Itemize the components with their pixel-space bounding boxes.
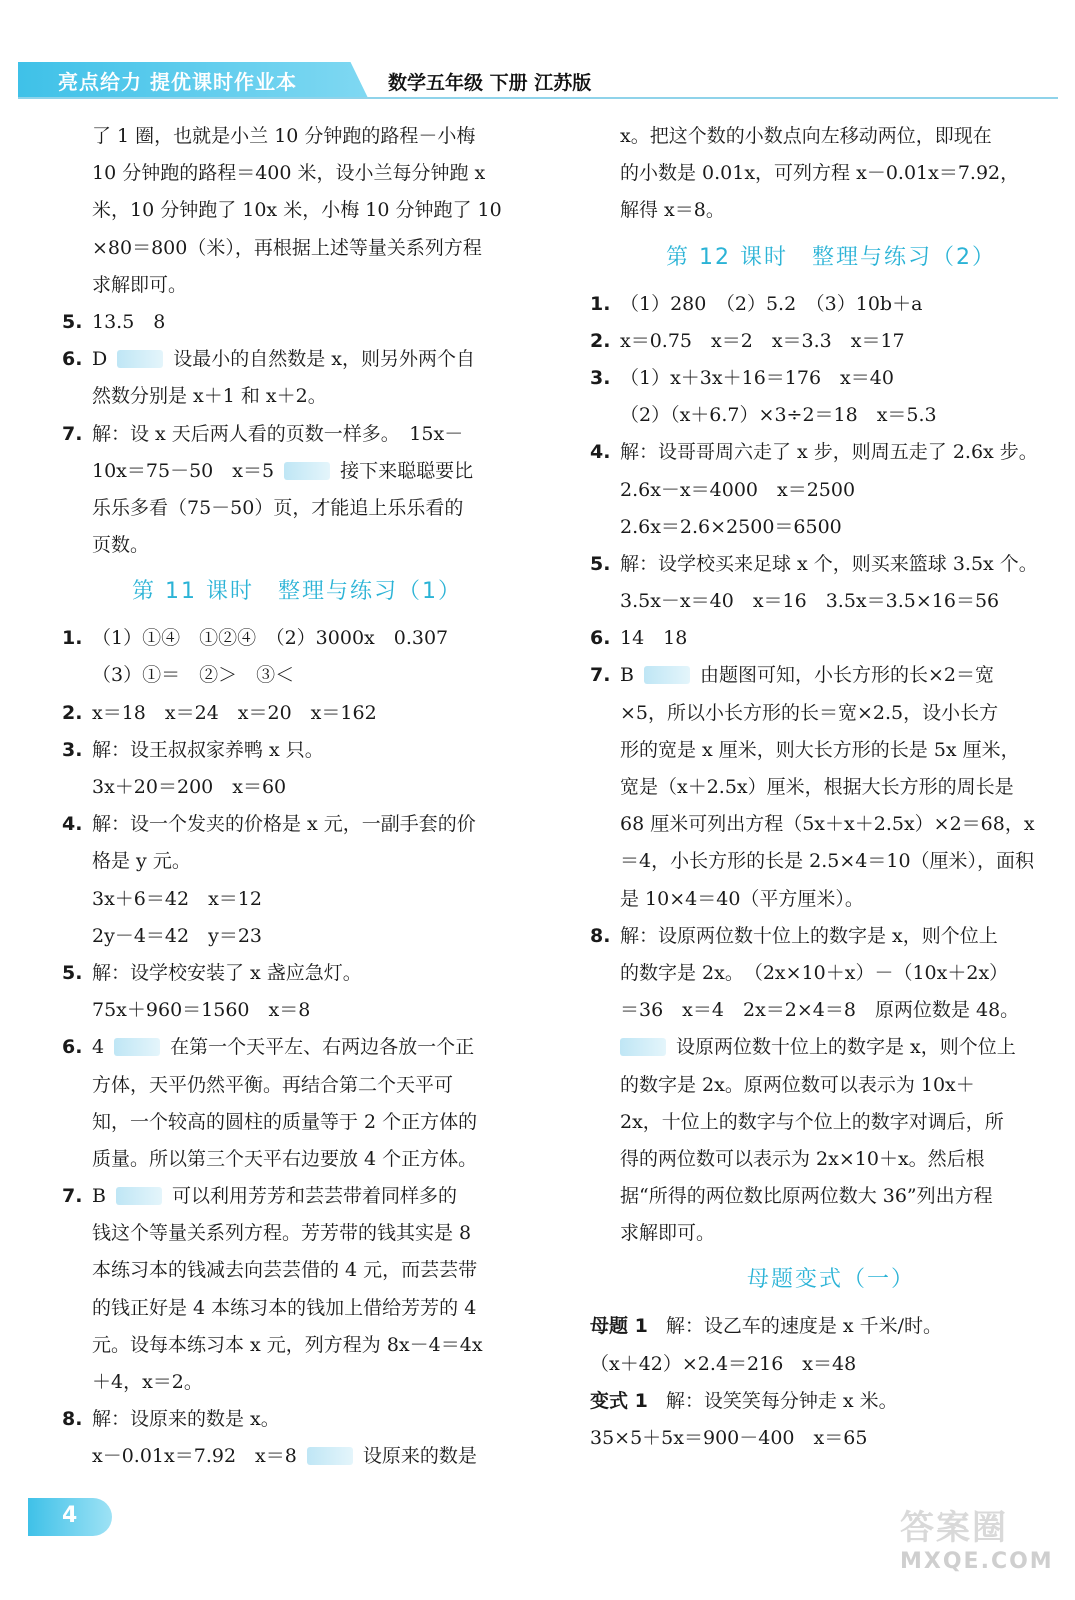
text-line: 75x＋960＝1560 x＝8 bbox=[92, 999, 311, 1022]
answer-text: D bbox=[92, 348, 108, 371]
answer-item bbox=[62, 732, 532, 769]
answer-item bbox=[590, 286, 1072, 323]
text-line: ＝36 x＝4 2x＝2×4＝8 原两位数是 48。 bbox=[620, 999, 1020, 1022]
answer-item bbox=[590, 360, 1072, 397]
watermark-top: 答案圈 bbox=[900, 1508, 1008, 1548]
answer-item bbox=[590, 1308, 1072, 1345]
answer-item bbox=[62, 806, 532, 843]
header-divider bbox=[18, 97, 1058, 99]
answer-item bbox=[62, 620, 532, 657]
left-column bbox=[62, 118, 532, 1476]
item-number: 7. bbox=[62, 1185, 83, 1208]
answer-text: x＝0.75 x＝2 x＝3.3 x＝17 bbox=[620, 329, 905, 352]
analysis-badge-icon bbox=[644, 666, 690, 684]
answer-text: 解：设一个发夹的价格是 x 元，一副手套的价 bbox=[92, 813, 476, 836]
text-line: 的小数是 0.01x，可列方程 x－0.01x＝7.92， bbox=[620, 162, 1020, 185]
answer-text: 解：设学校买来足球 x 个，则买来篮球 3.5x 个。 bbox=[620, 552, 1038, 575]
answer-item bbox=[590, 620, 1072, 657]
answer-item bbox=[590, 657, 1072, 694]
analysis-text: 设原来的数是 bbox=[362, 1445, 477, 1468]
item-number: 6. bbox=[62, 348, 83, 371]
text-line: 解得 x＝8。 bbox=[620, 199, 725, 222]
text-line: ＋4，x＝2。 bbox=[92, 1371, 203, 1393]
answer-text: 解：设王叔叔家养鸭 x 只。 bbox=[92, 738, 324, 761]
item-number: 5. bbox=[62, 310, 83, 333]
text-line: 宽是（x＋2.5x）厘米，根据大长方形的周长是 bbox=[620, 776, 1014, 798]
problem-label: 母题 1 bbox=[590, 1315, 648, 1338]
text-line: 求解即可。 bbox=[620, 1222, 716, 1245]
answer-item bbox=[590, 546, 1072, 583]
answer-item bbox=[590, 1383, 1072, 1420]
answer-text: B bbox=[92, 1185, 106, 1208]
text-line: 2y－4＝42 y＝23 bbox=[92, 924, 262, 947]
analysis-badge-icon bbox=[116, 1187, 162, 1205]
text-line: 米，10 分钟跑了 10x 米，小梅 10 分钟跑了 10 bbox=[92, 199, 502, 222]
text-line: 3x＋6＝42 x＝12 bbox=[92, 887, 262, 910]
answer-text: B bbox=[620, 664, 634, 687]
analysis-text: 接下来聪聪要比 bbox=[340, 459, 474, 482]
answer-text: 14 18 bbox=[620, 627, 688, 650]
analysis-badge-icon bbox=[307, 1447, 353, 1465]
text-line: 页数。 bbox=[92, 534, 150, 557]
text-line: 3.5x－x＝40 x＝16 3.5x＝3.5×16＝56 bbox=[620, 590, 1000, 613]
text-line: 得的两位数可以表示为 2x×10＋x。然后根 bbox=[620, 1147, 985, 1170]
answer-text: （1）280 （2）5.2 （3）10b＋a bbox=[620, 292, 923, 315]
right-column bbox=[590, 118, 1072, 1457]
answer-text: x＝18 x＝24 x＝20 x＝162 bbox=[92, 701, 377, 724]
text-line: ×5，所以小长方形的长＝宽×2.5，设小长方 bbox=[620, 701, 999, 724]
item-number: 2. bbox=[62, 701, 83, 724]
text-line: 本练习本的钱减去向芸芸借的 4 元，而芸芸带 bbox=[92, 1259, 478, 1282]
text-line: 钱这个等量关系列方程。芳芳带的钱其实是 8 bbox=[92, 1222, 472, 1245]
answer-item bbox=[62, 1029, 532, 1066]
item-number: 3. bbox=[62, 738, 83, 761]
item-number: 7. bbox=[62, 422, 83, 445]
answer-item bbox=[62, 695, 532, 732]
item-number: 6. bbox=[590, 627, 611, 650]
text-line: ＝4，小长方形的长是 2.5×4＝10（厘米），面积 bbox=[620, 850, 1035, 873]
text-line: 10 分钟跑的路程＝400 米，设小兰每分钟跑 x bbox=[92, 162, 486, 185]
answer-item bbox=[590, 918, 1072, 955]
item-number: 8. bbox=[590, 924, 611, 947]
problem-label: 变式 1 bbox=[590, 1389, 648, 1412]
text-line: 格是 y 元。 bbox=[92, 850, 191, 873]
answer-text: 13.5 8 bbox=[92, 310, 166, 333]
answer-item bbox=[590, 323, 1072, 360]
analysis-text: 在第一个天平左、右两边各放一个正 bbox=[170, 1036, 475, 1059]
text-line: 的数字是 2x。 （2x×10＋x）－（10x＋2x） bbox=[620, 961, 1009, 984]
item-number: 5. bbox=[62, 961, 83, 984]
item-number: 6. bbox=[62, 1036, 83, 1059]
analysis-badge-icon bbox=[117, 350, 163, 368]
item-number: 8. bbox=[62, 1408, 83, 1431]
text-line: （x＋42）×2.4＝216 x＝48 bbox=[590, 1352, 857, 1375]
answer-text: 解：设原来的数是 x。 bbox=[92, 1408, 280, 1431]
text-line: 是 10×4＝40（平方厘米）。 bbox=[620, 887, 864, 910]
text-line: （3）①＝ ②＞ ③＜ bbox=[92, 664, 295, 687]
text-line: ×80＝800（米），再根据上述等量关系列方程 bbox=[92, 236, 482, 259]
answer-text: 4 bbox=[92, 1036, 105, 1059]
answer-text: 解：设原两位数十位上的数字是 x，则个位上 bbox=[620, 924, 998, 947]
text-line: 形的宽是 x 厘米，则大长方形的长是 5x 厘米， bbox=[620, 738, 1020, 761]
answer-item bbox=[62, 416, 532, 453]
answer-text: 10x＝75－50 x＝5 bbox=[92, 459, 275, 482]
answer-text: 解：设乙车的速度是 x 千米/时。 bbox=[665, 1315, 943, 1338]
text-line: 3x＋20＝200 x＝60 bbox=[92, 776, 287, 798]
text-line: 据“所得的两位数比原两位数大 36”列出方程 bbox=[620, 1185, 993, 1208]
analysis-badge-icon bbox=[620, 1038, 666, 1056]
answer-text: 解：设笑笑每分钟走 x 米。 bbox=[665, 1389, 898, 1412]
text-line: 质量。所以第三个天平右边要放 4 个正方体。 bbox=[92, 1147, 478, 1170]
text-line: 2x，十位上的数字与个位上的数字对调后，所 bbox=[620, 1110, 1004, 1133]
page-number: 4 bbox=[62, 1503, 78, 1528]
book-subject: 数学五年级 下册 江苏版 bbox=[388, 72, 592, 94]
item-number: 5. bbox=[590, 552, 611, 575]
section-title: 第 12 课时 整理与练习（2） bbox=[666, 244, 996, 270]
item-number: 4. bbox=[590, 441, 611, 464]
text-line: 的数字是 2x。原两位数可以表示为 10x＋ bbox=[620, 1073, 975, 1096]
answer-text: 解：设学校安装了 x 盏应急灯。 bbox=[92, 961, 362, 984]
item-number: 3. bbox=[590, 366, 611, 389]
text-line bbox=[62, 1438, 532, 1475]
answer-text: （1）x＋3x＋16＝176 x＝40 bbox=[620, 366, 894, 389]
text-line: 35×5＋5x＝900－400 x＝65 bbox=[590, 1427, 868, 1449]
text-line: 元。设每本练习本 x 元，列方程为 8x－4＝4x bbox=[92, 1333, 483, 1356]
text-line: 然数分别是 x＋1 和 x＋2。 bbox=[92, 385, 327, 408]
analysis-text: 设原两位数十位上的数字是 x，则个位上 bbox=[676, 1036, 1016, 1059]
brand-title: 亮点给力 提优课时作业本 bbox=[58, 70, 297, 94]
text-line: 2.6x＝2.6×2500＝6500 bbox=[620, 515, 842, 538]
answer-text: x－0.01x＝7.92 x＝8 bbox=[92, 1445, 297, 1468]
text-line: （2）（x＋6.7）×3÷2＝18 x＝5.3 bbox=[620, 404, 937, 427]
analysis-text: 可以利用芳芳和芸芸带着同样多的 bbox=[171, 1185, 457, 1208]
answer-item bbox=[62, 304, 532, 341]
analysis-badge-icon bbox=[114, 1038, 160, 1056]
section-title: 第 11 课时 整理与练习（1） bbox=[132, 579, 462, 605]
text-line: 了 1 圈，也就是小兰 10 分钟跑的路程－小梅 bbox=[92, 125, 476, 147]
text-line bbox=[62, 453, 532, 490]
answer-item bbox=[62, 1401, 532, 1438]
answer-item bbox=[62, 955, 532, 992]
item-number: 4. bbox=[62, 813, 83, 836]
answer-text: （1）①④ ①②④ （2）3000x 0.307 bbox=[92, 627, 449, 650]
analysis-badge-icon bbox=[284, 462, 330, 480]
text-line: 2.6x－x＝4000 x＝2500 bbox=[620, 478, 856, 501]
page-header bbox=[0, 0, 1075, 100]
answer-text: 解：设哥哥周六走了 x 步，则周五走了 2.6x 步。 bbox=[620, 441, 1038, 464]
item-number: 2. bbox=[590, 329, 611, 352]
answer-item bbox=[62, 1178, 532, 1215]
text-line: 的钱正好是 4 本练习本的钱加上借给芳芳的 4 bbox=[92, 1296, 477, 1319]
item-number: 1. bbox=[590, 292, 611, 315]
answer-item bbox=[590, 434, 1072, 471]
watermark-bottom: MXQE.COM bbox=[900, 1549, 1054, 1574]
text-line: 68 厘米可列出方程（5x＋x＋2.5x）×2＝68，x bbox=[620, 813, 1035, 836]
item-number: 7. bbox=[590, 664, 611, 687]
section-title: 母题变式（一） bbox=[746, 1267, 915, 1293]
watermark bbox=[900, 1500, 1060, 1595]
text-line: 知，一个较高的圆柱的质量等于 2 个正方体的 bbox=[92, 1110, 478, 1133]
text-line: 求解即可。 bbox=[92, 273, 188, 296]
item-number: 1. bbox=[62, 627, 83, 650]
text-line: 方体，天平仍然平衡。再结合第二个天平可 bbox=[92, 1073, 454, 1096]
answer-item bbox=[62, 341, 532, 378]
text-line: x。把这个数的小数点向左移动两位，即现在 bbox=[620, 125, 992, 147]
text-line bbox=[590, 1029, 1072, 1066]
answer-text: 解：设 x 天后两人看的页数一样多。 15x－ bbox=[92, 422, 464, 445]
analysis-text: 设最小的自然数是 x，则另外两个自 bbox=[173, 348, 475, 371]
text-line: 乐乐多看（75－50）页，才能追上乐乐看的 bbox=[92, 496, 464, 519]
analysis-text: 由题图可知，小长方形的长×2＝宽 bbox=[699, 664, 994, 687]
